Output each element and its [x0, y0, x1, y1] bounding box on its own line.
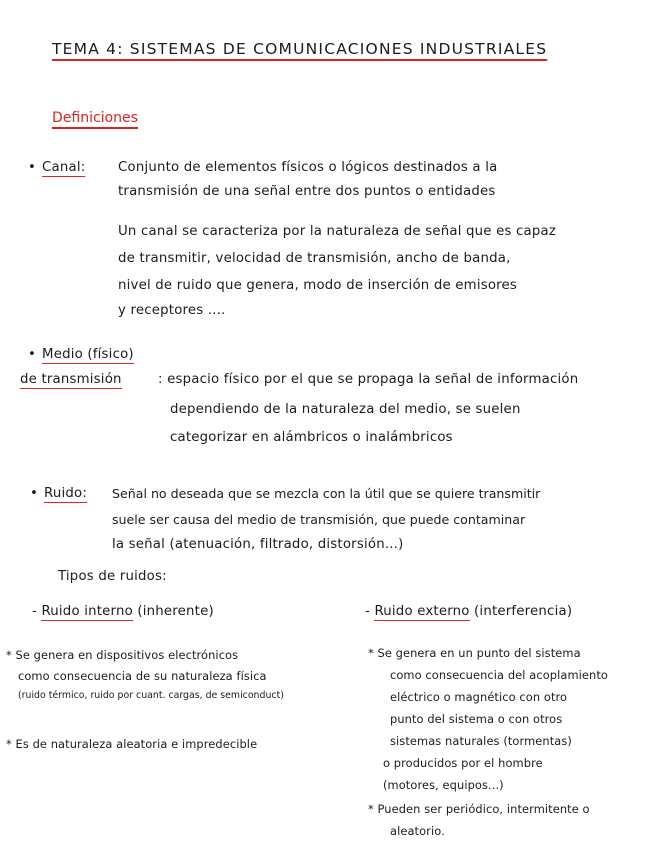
externo-b2-line-2: aleatorio. — [390, 824, 445, 838]
ruido-interno-heading — [32, 604, 214, 619]
bullet-dot: • — [28, 160, 37, 175]
externo-b1-line-5: sistemas naturales (tormentas) — [390, 734, 572, 748]
externo-b1-line-2: como consecuencia del acoplamiento — [390, 668, 608, 682]
canal-extra-line-3: nivel de ruido que genera, modo de inserción de emisores — [118, 278, 518, 293]
ruido-def-line-3: la señal (atenuación, filtrado, distorsión...) — [112, 537, 404, 552]
interno-b1-line-2: como consecuencia de su naturaleza física — [18, 669, 267, 683]
externo-b1-line-1: * Se genera en un punto del sistema — [368, 646, 581, 660]
ruido-interno-paren: (inherente) — [137, 604, 214, 619]
canal-term-row — [28, 160, 85, 175]
ruido-externo-heading — [365, 604, 572, 619]
ruido-externo-paren: (interferencia) — [474, 604, 573, 619]
bullet-dot: • — [30, 486, 39, 501]
ruido-term: Ruido: — [44, 486, 88, 501]
externo-b1-line-4: punto del sistema o con otros — [390, 712, 563, 726]
medio-def-line-1: : espacio físico por el que se propaga la señal de información — [158, 372, 579, 387]
canal-term: Canal: — [42, 160, 86, 175]
dash: - — [365, 604, 370, 619]
externo-b1-line-7: (motores, equipos...) — [383, 778, 504, 792]
ruido-externo-label: Ruido externo — [374, 604, 470, 619]
medio-term-line-2-wrap — [20, 372, 122, 387]
ruido-interno-label: Ruido interno — [41, 604, 133, 619]
externo-b1-line-6: o producidos por el hombre — [383, 756, 543, 770]
ruido-term-row — [30, 486, 87, 501]
canal-extra-line-2: de transmitir, velocidad de transmisión, ancho de banda, — [118, 251, 511, 266]
interno-b1-line-3: (ruido térmico, ruido por cuant. cargas, de semiconduct) — [18, 690, 284, 701]
tipos-heading: Tipos de ruidos: — [58, 569, 167, 584]
medio-term-row — [28, 347, 134, 362]
medio-term-line-2: de transmisión — [20, 372, 122, 387]
medio-def-line-2: dependiendo de la naturaleza del medio, se suelen — [170, 402, 521, 417]
medio-def-line-3: categorizar en alámbricos o inalámbricos — [170, 430, 453, 445]
canal-def-line-2: transmisión de una señal entre dos puntos o entidades — [118, 184, 496, 199]
ruido-def-line-1: Señal no deseada que se mezcla con la útil que se quiere transmitir — [112, 486, 541, 501]
canal-extra-line-4: y receptores .... — [118, 303, 226, 318]
interno-b2: * Es de naturaleza aleatoria e impredecible — [6, 737, 258, 751]
canal-def-line-1: Conjunto de elementos físicos o lógicos destinados a la — [118, 160, 498, 175]
dash: - — [32, 604, 37, 619]
externo-b1-line-3: eléctrico o magnético con otro — [390, 690, 568, 704]
medio-term-line-1: Medio (físico) — [42, 347, 134, 362]
interno-b1-line-1: * Se genera en dispositivos electrónicos — [6, 648, 239, 662]
bullet-dot: • — [28, 347, 37, 362]
canal-extra-line-1: Un canal se caracteriza por la naturaleza de señal que es capaz — [118, 224, 557, 239]
section-heading: Definiciones — [52, 110, 138, 129]
ruido-def-line-2: suele ser causa del medio de transmisión, que puede contaminar — [112, 512, 526, 527]
page-title: TEMA 4: SISTEMAS DE COMUNICACIONES INDUSTRIALES — [52, 40, 547, 61]
externo-b2-line-1: * Pueden ser periódico, intermitente o — [368, 802, 590, 816]
